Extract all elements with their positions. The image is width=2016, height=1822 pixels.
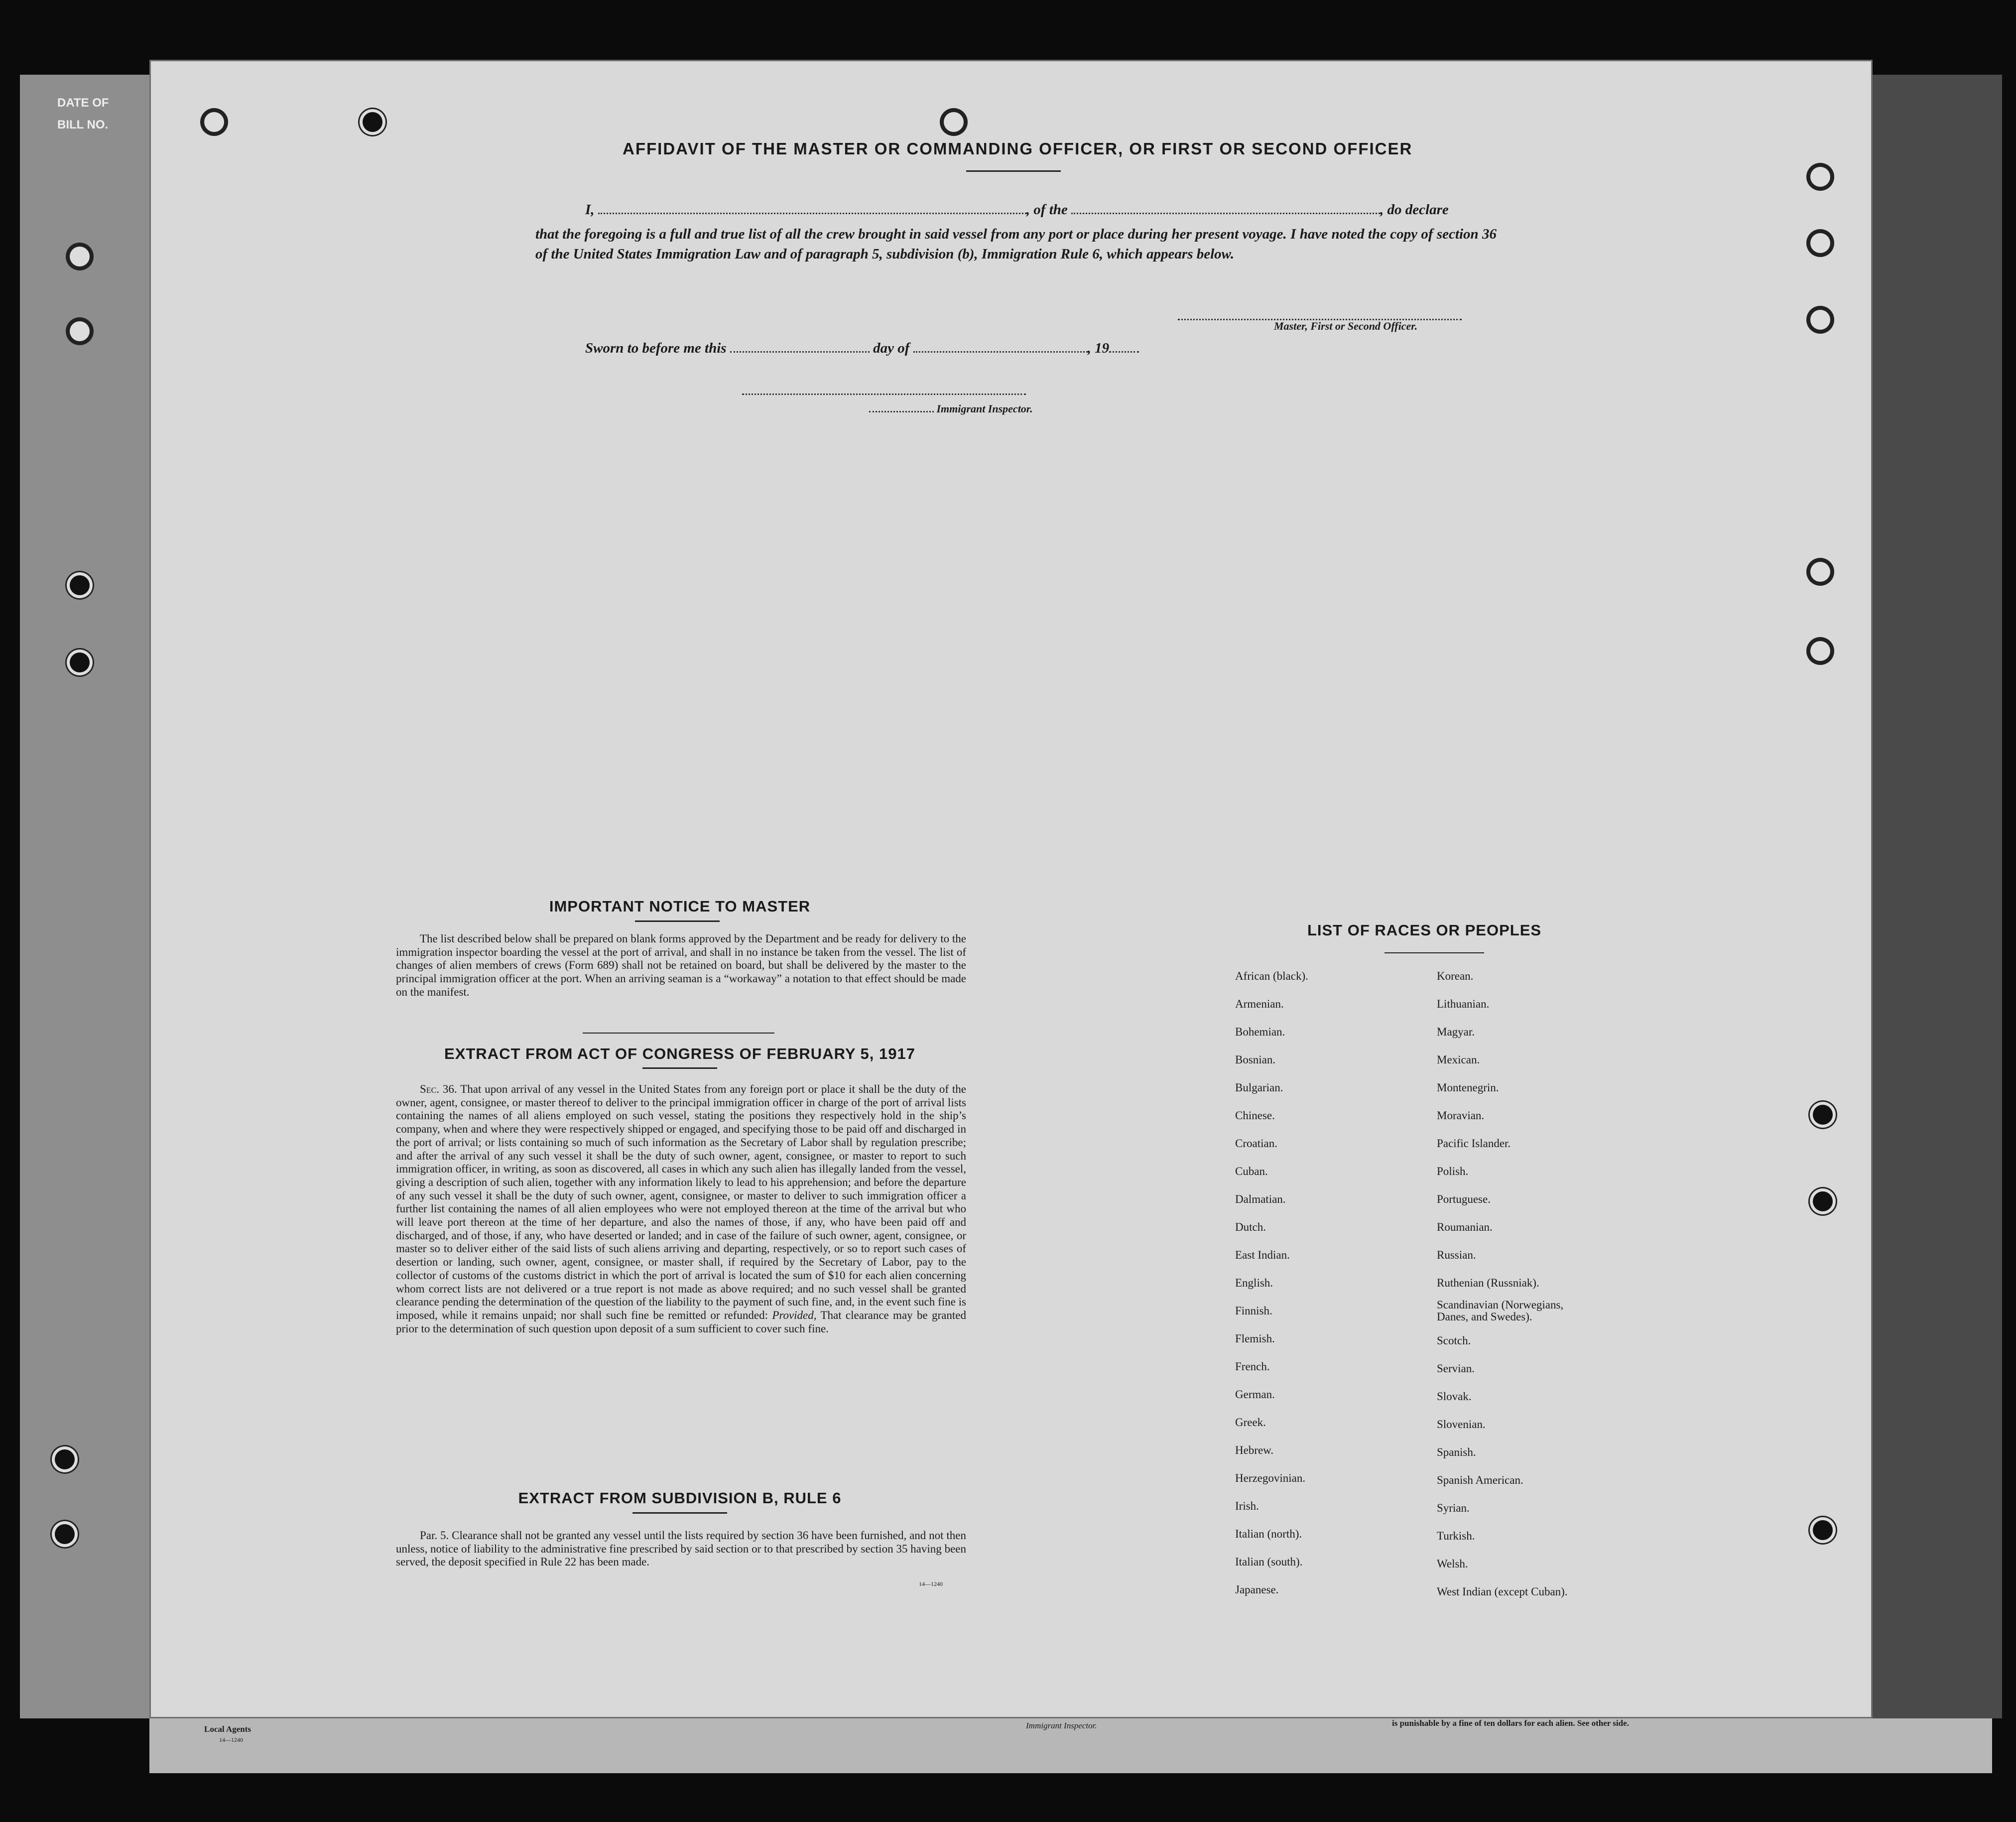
notice-divider	[583, 1033, 774, 1034]
rule-title: EXTRACT FROM SUBDIVISION B, RULE 6	[518, 1489, 842, 1507]
punch-hole	[70, 652, 90, 672]
declaration-i: I,	[585, 202, 595, 218]
race-item: Turkish.	[1437, 1530, 1475, 1542]
declaration-declare: , do declare	[1380, 202, 1449, 218]
punch-hole	[70, 247, 90, 266]
race-item: Japanese.	[1235, 1583, 1279, 1596]
race-item: Scandinavian (Norwegians, Danes, and Swedes).	[1437, 1299, 1564, 1323]
punch-hole	[55, 1449, 75, 1469]
punch-hole	[1813, 1191, 1833, 1211]
vessel-blank[interactable]	[1071, 202, 1380, 214]
race-item: Roumanian.	[1437, 1221, 1493, 1233]
declaration-line	[585, 202, 1449, 218]
race-item: Servian.	[1437, 1362, 1475, 1375]
left-back-sheet	[20, 75, 154, 1718]
race-item: African (black).	[1235, 970, 1308, 982]
punch-hole	[1810, 641, 1830, 661]
inspector-lead-dots	[869, 404, 934, 412]
master-signature-line[interactable]	[1178, 308, 1462, 320]
race-item: Flemish.	[1235, 1332, 1275, 1345]
title-underline	[966, 170, 1061, 172]
sworn-year: , 19	[1087, 340, 1110, 356]
act-underline	[642, 1067, 717, 1069]
act-provided: Provided,	[772, 1308, 817, 1321]
punch-hole	[70, 575, 90, 595]
race-item: Magyar.	[1437, 1026, 1475, 1038]
race-item: Cuban.	[1235, 1165, 1268, 1177]
race-item: Greek.	[1235, 1416, 1266, 1429]
race-item: Polish.	[1437, 1165, 1469, 1177]
side-tab	[57, 92, 109, 136]
rule-underline	[632, 1512, 727, 1514]
footer-form-number: 14—1240	[219, 1736, 243, 1743]
race-item: Bosnian.	[1235, 1053, 1276, 1066]
race-item: Irish.	[1235, 1500, 1259, 1512]
race-item: East Indian.	[1235, 1249, 1290, 1261]
race-item: German.	[1235, 1388, 1275, 1401]
race-item: Dalmatian.	[1235, 1193, 1286, 1205]
punch-hole	[1810, 167, 1830, 187]
punch-hole	[1810, 233, 1830, 253]
punch-hole	[363, 112, 382, 132]
race-item: Syrian.	[1437, 1502, 1470, 1514]
punch-hole	[1810, 562, 1830, 582]
year-blank[interactable]	[1109, 340, 1139, 353]
race-item: English.	[1235, 1277, 1273, 1289]
race-item: Hebrew.	[1235, 1444, 1274, 1456]
race-item: Italian (north).	[1235, 1528, 1302, 1540]
race-item: Dutch.	[1235, 1221, 1266, 1233]
punch-hole	[1813, 1520, 1833, 1540]
declaration-of: , of the	[1026, 202, 1068, 218]
race-item: Herzegovinian.	[1235, 1472, 1306, 1484]
race-item: Bohemian.	[1235, 1026, 1285, 1038]
month-blank[interactable]	[913, 340, 1088, 353]
punch-hole	[55, 1524, 75, 1544]
race-item: Croatian.	[1235, 1137, 1277, 1150]
inspector-signature-label-row	[869, 402, 1033, 415]
race-item: Spanish American.	[1437, 1474, 1523, 1486]
name-blank[interactable]	[598, 202, 1026, 214]
master-signature-label: Master, First or Second Officer.	[1274, 320, 1418, 332]
act-title: EXTRACT FROM ACT OF CONGRESS OF FEBRUARY 5, 1917	[444, 1045, 915, 1062]
race-item: Montenegrin.	[1437, 1081, 1499, 1094]
footer-fine-note: is punishable by a fine of ten dollars for each alien. See other side.	[1392, 1718, 1629, 1728]
races-title: LIST OF RACES OR PEOPLES	[1307, 921, 1542, 939]
notice-underline	[635, 920, 720, 922]
race-item: Pacific Islander.	[1437, 1137, 1511, 1150]
footer-inspector: Immigrant Inspector.	[1026, 1721, 1097, 1730]
punch-hole	[944, 112, 964, 132]
side-tab-line1: DATE OF	[57, 96, 109, 110]
race-item: Armenian.	[1235, 998, 1284, 1010]
races-underline	[1385, 952, 1484, 953]
race-item: Italian (south).	[1235, 1556, 1303, 1568]
punch-hole	[1810, 310, 1830, 330]
footer-local-agents: Local Agents	[204, 1724, 251, 1734]
punch-hole	[204, 112, 224, 132]
punch-hole	[70, 321, 90, 341]
race-item: Chinese.	[1235, 1109, 1275, 1122]
races-right-column	[1437, 962, 1646, 1606]
race-item: Russian.	[1437, 1249, 1476, 1261]
day-blank[interactable]	[730, 340, 870, 353]
race-item: Slovak.	[1437, 1390, 1472, 1403]
race-item: Korean.	[1437, 970, 1474, 982]
race-item: Mexican.	[1437, 1053, 1480, 1066]
race-item: Moravian.	[1437, 1109, 1485, 1122]
affidavit-title: AFFIDAVIT OF THE MASTER OR COMMANDING OFFICER, OR FIRST OR SECOND OFFICER	[623, 139, 1413, 158]
race-item: Bulgarian.	[1235, 1081, 1283, 1094]
race-item: West Indian (except Cuban).	[1437, 1585, 1568, 1598]
sworn-prefix: Sworn to before me this	[585, 340, 727, 356]
race-item: Portuguese.	[1437, 1193, 1491, 1205]
race-item: Welsh.	[1437, 1558, 1468, 1570]
right-back-sheet	[1873, 75, 2002, 1718]
race-item: Slovenian.	[1437, 1418, 1486, 1431]
act-body	[396, 1083, 966, 1335]
act-text: That upon arrival of any vessel in the United States from any foreign port or place it shall be the duty of the owner, agent, consignee, or master thereof to deliver to the principal immigration officer in charge of the port of arrival lists containing the names of all aliens employed on such vessel, stating the positions they respectively hold in the ship’s company, when and where they were respectively shipped or engaged, and specifying those to be paid off and discharged in the port of arrival; or lists containing so much of such information as the Secretary of Labor shall by regulation prescribe; and after the arrival of any such vessel it shall be the duty of such owner, agent, consignee, or master to report to such immigration officer, in writing, as soon as discovered, all cases in which any such alien has illegally landed from the vessel, giving a description of such alien, together with any information likely to lead to his apprehension; and before the departure of any such vessel it shall be the duty of such owner, agent, consignee, or master to deliver to such immigration officer a further list containing the names of all alien employees who were not employed thereon at the time of the arrival but who will leave port thereon at the time of her departure, and also the names of those, if any, who have been paid off and discharged, and of those, if any, who have deserted or landed; and in case of the failure of such owner, agent, consignee, or master so to deliver either of the said lists of such aliens arriving and departing, respectively, or so to report such cases of desertion or landing, such owner, agent, consignee, or master shall, if required by the Secretary of Labor, pay to the collector of customs of the customs district in which the port of arrival is located the sum of $10 for each alien concerning whom correct lists are not delivered or a true report is not made as above required; and no such vessel shall be granted clearance pending the determination of the question of the liability to the payment of such fine, and, in the event such fine is imposed, while it remains unpaid; nor shall such fine be remitted or refunded:	[396, 1083, 966, 1321]
race-item: Lithuanian.	[1437, 998, 1490, 1010]
race-item: Finnish.	[1235, 1304, 1272, 1317]
act-text-end: That clearance may be granted prior to the determination of such question upon deposit of a sum sufficient to cover such fine.	[396, 1308, 966, 1335]
race-item: Scotch.	[1437, 1334, 1471, 1347]
notice-title: IMPORTANT NOTICE TO MASTER	[549, 898, 811, 915]
affidavit-paragraph: that the foregoing is a full and true list of all the crew brought in said vessel from any port or place during her present voyage. I have noted the copy of section 36 of the United States Immigration Law and of paragraph 5, subdivision (b), Immigration Rule 6, which appears below.	[535, 226, 1497, 262]
inspector-signature-line[interactable]	[742, 383, 1026, 395]
notice-body: The list described below shall be prepared on blank forms approved by the Department and be ready for delivery to the immigration inspector boarding the vessel at the port of arrival, and shall in no instance be taken from the vessel. The list of changes of alien members of crews (Form 689) shall not be retained on board, but shall be delivered by the master to the principal immigration officer at the port. When an arriving seaman is a “workaway” a notation to that effect should be made on the manifest.	[396, 932, 966, 998]
races-left-column	[1235, 962, 1424, 1604]
rule-form-number: 14—1240	[919, 1580, 943, 1587]
race-item: Spanish.	[1437, 1446, 1476, 1458]
act-section: Sec. 36.	[420, 1083, 457, 1095]
rule-body: Par. 5. Clearance shall not be granted any vessel until the lists required by section 36 have been furnished, and not then unless, notice of liability to the administrative fine prescribed by said section or to that prescribed by section 35 having been served, the deposit specified in Rule 22 has been made.	[396, 1529, 966, 1568]
side-tab-line2: BILL NO.	[57, 118, 109, 131]
punch-hole	[1813, 1105, 1833, 1125]
sworn-line	[585, 340, 1139, 357]
inspector-signature-label: Immigrant Inspector.	[936, 402, 1033, 415]
race-item: Ruthenian (Russniak).	[1437, 1277, 1539, 1289]
sworn-day-of: day of	[873, 340, 910, 356]
race-item: French.	[1235, 1360, 1270, 1373]
